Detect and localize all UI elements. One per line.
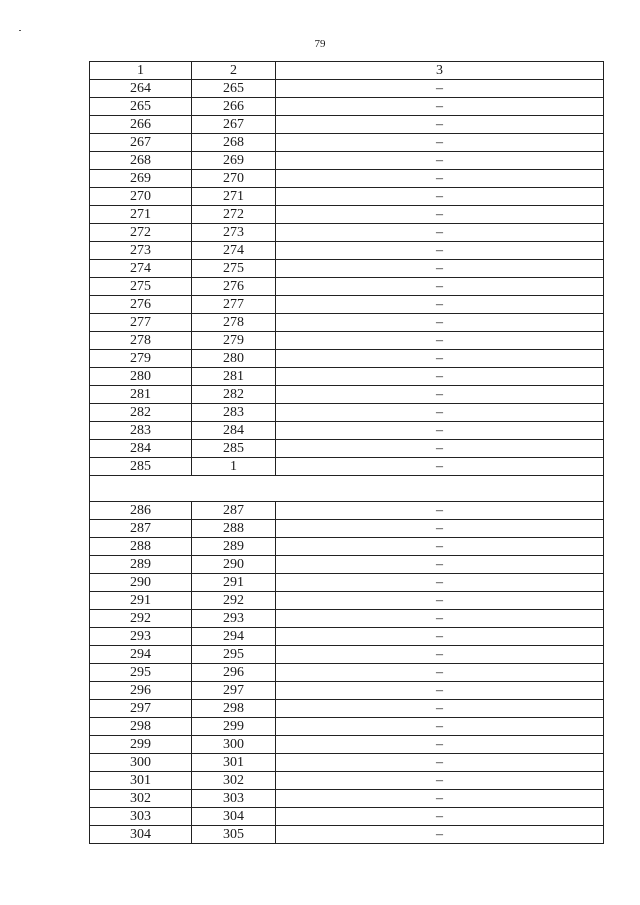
table-row — [90, 134, 604, 152]
table-row — [90, 152, 604, 170]
header-cell-3: 3 — [276, 62, 604, 80]
table-cell-col-1: 292 — [90, 610, 192, 628]
table-cell-col-2: 266 — [192, 98, 276, 116]
table-cell-col-3: – — [276, 278, 604, 296]
table-cell-col-3: – — [276, 80, 604, 98]
table-cell-col-2: 294 — [192, 628, 276, 646]
section-gap-cell — [90, 476, 604, 502]
table-cell-col-1: 282 — [90, 404, 192, 422]
table-row — [90, 682, 604, 700]
table-cell-col-3: – — [276, 350, 604, 368]
table-cell-col-1: 278 — [90, 332, 192, 350]
table-cell-col-2: 297 — [192, 682, 276, 700]
table-cell-col-1: 295 — [90, 664, 192, 682]
table-cell-col-3: – — [276, 296, 604, 314]
table-cell-col-3: – — [276, 170, 604, 188]
table-cell-col-1: 290 — [90, 574, 192, 592]
table-cell-col-2: 280 — [192, 350, 276, 368]
table-cell-col-3: – — [276, 458, 604, 476]
table-cell-col-1: 302 — [90, 790, 192, 808]
table-row — [90, 224, 604, 242]
table-cell-col-1: 298 — [90, 718, 192, 736]
table-cell-col-3: – — [276, 772, 604, 790]
table-row — [90, 610, 604, 628]
table-cell-col-1: 272 — [90, 224, 192, 242]
table-row — [90, 754, 604, 772]
table-cell-col-3: – — [276, 332, 604, 350]
table-cell-col-1: 277 — [90, 314, 192, 332]
table-cell-col-1: 294 — [90, 646, 192, 664]
table-row — [90, 718, 604, 736]
table-cell-col-2: 288 — [192, 520, 276, 538]
table-cell-col-3: – — [276, 574, 604, 592]
table-cell-col-1: 280 — [90, 368, 192, 386]
table-cell-col-2: 304 — [192, 808, 276, 826]
table-cell-col-2: 296 — [192, 664, 276, 682]
table-cell-col-2: 265 — [192, 80, 276, 98]
table-cell-col-3: – — [276, 368, 604, 386]
table-row — [90, 422, 604, 440]
table-cell-col-1: 264 — [90, 80, 192, 98]
table-row — [90, 314, 604, 332]
table-row — [90, 350, 604, 368]
table-cell-col-2: 284 — [192, 422, 276, 440]
header-cell-1: 1 — [90, 62, 192, 80]
table-cell-col-2: 279 — [192, 332, 276, 350]
table-cell-col-3: – — [276, 682, 604, 700]
table-cell-col-3: – — [276, 386, 604, 404]
table-cell-col-3: – — [276, 808, 604, 826]
table-cell-col-1: 297 — [90, 700, 192, 718]
table-cell-col-1: 267 — [90, 134, 192, 152]
table-cell-col-2: 282 — [192, 386, 276, 404]
table-cell-col-1: 281 — [90, 386, 192, 404]
table-cell-col-2: 289 — [192, 538, 276, 556]
table-cell-col-3: – — [276, 628, 604, 646]
table-cell-col-1: 283 — [90, 422, 192, 440]
table-cell-col-1: 268 — [90, 152, 192, 170]
table-cell-col-3: – — [276, 790, 604, 808]
table-cell-col-3: – — [276, 556, 604, 574]
table-cell-col-1: 271 — [90, 206, 192, 224]
table-row — [90, 368, 604, 386]
table-row — [90, 772, 604, 790]
table-row — [90, 98, 604, 116]
table-cell-col-2: 272 — [192, 206, 276, 224]
table-cell-col-2: 274 — [192, 242, 276, 260]
table-row — [90, 664, 604, 682]
table-row — [90, 296, 604, 314]
table-cell-col-1: 285 — [90, 458, 192, 476]
table-cell-col-3: – — [276, 754, 604, 772]
table-cell-col-3: – — [276, 664, 604, 682]
table-row — [90, 170, 604, 188]
table-cell-col-1: 296 — [90, 682, 192, 700]
table-cell-col-3: – — [276, 260, 604, 278]
table-row — [90, 628, 604, 646]
table-cell-col-2: 267 — [192, 116, 276, 134]
table-cell-col-1: 270 — [90, 188, 192, 206]
table-cell-col-3: – — [276, 826, 604, 844]
table-row — [90, 826, 604, 844]
table-cell-col-1: 288 — [90, 538, 192, 556]
scan-mark — [19, 30, 21, 31]
table-cell-col-2: 270 — [192, 170, 276, 188]
table-cell-col-3: – — [276, 538, 604, 556]
table-cell-col-2: 292 — [192, 592, 276, 610]
table-cell-col-2: 299 — [192, 718, 276, 736]
table-row — [90, 332, 604, 350]
table-cell-col-1: 276 — [90, 296, 192, 314]
table-cell-col-1: 269 — [90, 170, 192, 188]
table-row — [90, 502, 604, 520]
table-cell-col-2: 281 — [192, 368, 276, 386]
table-cell-col-3: – — [276, 224, 604, 242]
table-row — [90, 260, 604, 278]
table-cell-col-1: 273 — [90, 242, 192, 260]
table-cell-col-1: 304 — [90, 826, 192, 844]
table-row — [90, 700, 604, 718]
table-row — [90, 206, 604, 224]
table-cell-col-2: 287 — [192, 502, 276, 520]
table-row — [90, 736, 604, 754]
table-row — [90, 278, 604, 296]
table-cell-col-1: 266 — [90, 116, 192, 134]
table-row — [90, 80, 604, 98]
table-cell-col-1: 265 — [90, 98, 192, 116]
table-row — [90, 592, 604, 610]
table-cell-col-2: 275 — [192, 260, 276, 278]
table-row — [90, 458, 604, 476]
table-cell-col-2: 301 — [192, 754, 276, 772]
table-cell-col-3: – — [276, 242, 604, 260]
table-cell-col-3: – — [276, 646, 604, 664]
header-row — [90, 62, 604, 80]
table-cell-col-2: 295 — [192, 646, 276, 664]
table-cell-col-3: – — [276, 502, 604, 520]
table-row — [90, 790, 604, 808]
table-cell-col-2: 303 — [192, 790, 276, 808]
table-cell-col-1: 287 — [90, 520, 192, 538]
table-cell-col-2: 277 — [192, 296, 276, 314]
table-cell-col-3: – — [276, 134, 604, 152]
table-cell-col-3: – — [276, 152, 604, 170]
table-cell-col-2: 278 — [192, 314, 276, 332]
page-number: 79 — [314, 38, 326, 50]
section-gap-row — [90, 476, 604, 502]
table-cell-col-2: 268 — [192, 134, 276, 152]
table-cell-col-3: – — [276, 188, 604, 206]
table-row — [90, 404, 604, 422]
table-cell-col-2: 293 — [192, 610, 276, 628]
table-cell-col-1: 274 — [90, 260, 192, 278]
table-cell-col-3: – — [276, 718, 604, 736]
table-cell-col-1: 299 — [90, 736, 192, 754]
data-table — [89, 61, 604, 844]
table-row — [90, 646, 604, 664]
table-cell-col-2: 302 — [192, 772, 276, 790]
table-cell-col-1: 275 — [90, 278, 192, 296]
table-row — [90, 116, 604, 134]
table-cell-col-3: – — [276, 116, 604, 134]
table-cell-col-3: – — [276, 592, 604, 610]
table-cell-col-3: – — [276, 422, 604, 440]
table-row — [90, 538, 604, 556]
table-cell-col-2: 298 — [192, 700, 276, 718]
table-cell-col-2: 273 — [192, 224, 276, 242]
table-cell-col-2: 300 — [192, 736, 276, 754]
table-cell-col-2: 271 — [192, 188, 276, 206]
table-row — [90, 242, 604, 260]
table-row — [90, 808, 604, 826]
table-cell-col-2: 276 — [192, 278, 276, 296]
table-cell-col-3: – — [276, 206, 604, 224]
table-cell-col-1: 291 — [90, 592, 192, 610]
header-cell-2: 2 — [192, 62, 276, 80]
table-cell-col-2: 285 — [192, 440, 276, 458]
table-cell-col-1: 301 — [90, 772, 192, 790]
table-cell-col-2: 283 — [192, 404, 276, 422]
table-row — [90, 520, 604, 538]
table-row — [90, 574, 604, 592]
table-cell-col-1: 293 — [90, 628, 192, 646]
table-cell-col-1: 279 — [90, 350, 192, 368]
table-cell-col-3: – — [276, 700, 604, 718]
table-cell-col-3: – — [276, 314, 604, 332]
table-cell-col-2: 291 — [192, 574, 276, 592]
table-row — [90, 386, 604, 404]
table-cell-col-3: – — [276, 440, 604, 458]
table-cell-col-2: 269 — [192, 152, 276, 170]
table-cell-col-1: 289 — [90, 556, 192, 574]
table-body — [90, 62, 604, 844]
table-cell-col-2: 305 — [192, 826, 276, 844]
table-row — [90, 188, 604, 206]
table-cell-col-2: 290 — [192, 556, 276, 574]
table-cell-col-3: – — [276, 610, 604, 628]
table-cell-col-1: 300 — [90, 754, 192, 772]
table-cell-col-1: 286 — [90, 502, 192, 520]
table-row — [90, 556, 604, 574]
table-cell-col-3: – — [276, 736, 604, 754]
table-cell-col-3: – — [276, 404, 604, 422]
table-row — [90, 440, 604, 458]
table-cell-col-2: 1 — [192, 458, 276, 476]
table-cell-col-3: – — [276, 98, 604, 116]
table-cell-col-3: – — [276, 520, 604, 538]
table-cell-col-1: 303 — [90, 808, 192, 826]
table-cell-col-1: 284 — [90, 440, 192, 458]
